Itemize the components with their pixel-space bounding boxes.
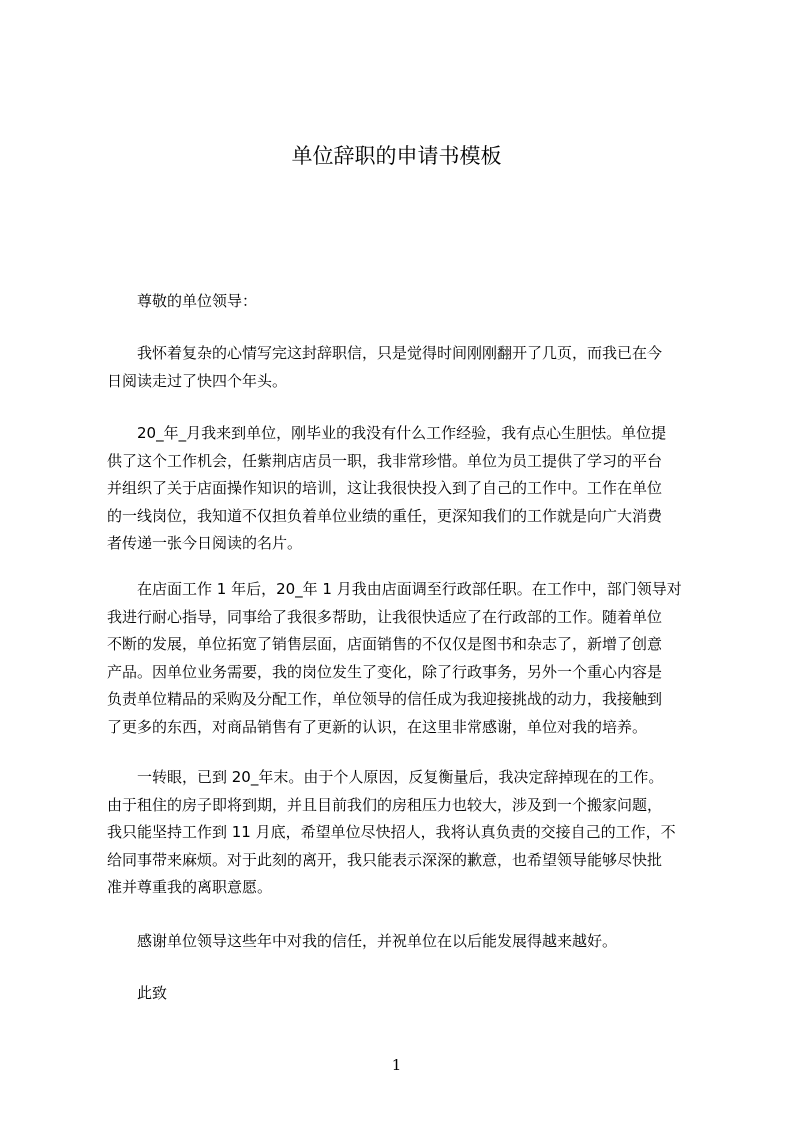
paragraph-line: 者传递一张今日阅读的名片。	[107, 534, 303, 552]
page-number: 1	[391, 1056, 402, 1074]
paragraph-line: 我进行耐心指导，同事给了我很多帮助，让我很快适应了在行政部的工作。随着单位	[107, 607, 663, 626]
document-title: 单位辞职的申请书模板	[291, 144, 502, 168]
paragraph-line: 了更多的东西，对商品销售有了更新的认识，在这里非常感谢，单位对我的培养。	[107, 717, 648, 736]
paragraph-line: 我怀着复杂的心情写完这封辞职信，只是觉得时间刚刚翻开了几页，而我已在今	[137, 344, 663, 362]
paragraph-line: 的一线岗位，我知道不仅担负着单位业绩的重任，更深知我们的工作就是向广大消费	[107, 506, 663, 525]
paragraph-line: 我只能坚持工作到 11 月底，希望单位尽快招人，我将认真负责的交接自己的工作，不	[107, 823, 676, 841]
paragraph-line: 不断的发展，单位拓宽了销售层面，店面销售的不仅仅是图书和杂志了，新增了创意	[107, 635, 663, 653]
paragraph-4	[107, 764, 700, 902]
paragraph-5	[107, 928, 700, 956]
paragraph-line: 20_年_月我来到单位，刚毕业的我没有什么工作经验，我有点心生胆怯。单位提	[137, 424, 667, 442]
closing-line: 此致	[137, 984, 168, 1002]
salutation	[107, 288, 700, 316]
salutation-line: 尊敬的单位领导：	[137, 292, 258, 310]
paragraph-1	[107, 340, 700, 395]
paragraph-2	[107, 420, 700, 558]
paragraph-line: 供了这个工作机会，任紫荆店店员一职，我非常珍惜。单位为员工提供了学习的平台	[107, 451, 663, 470]
paragraph-line: 日阅读走过了快四个年头。	[107, 371, 288, 390]
paragraph-line: 负责单位精品的采购及分配工作，单位领导的信任成为我迎接挑战的动力，我接触到	[107, 690, 663, 708]
paragraph-line: 并组织了关于店面操作知识的培训，这让我很快投入到了自己的工作中。工作在单位	[107, 479, 663, 497]
paragraph-line: 准并尊重我的离职意愿。	[107, 878, 273, 896]
closing	[107, 980, 700, 1008]
paragraph-line: 产品。因单位业务需要，我的岗位发生了变化，除了行政事务，另外一个重心内容是	[107, 662, 663, 681]
paragraph-line: 感谢单位领导这些年中对我的信任，并祝单位在以后能发展得越来越好。	[137, 932, 618, 950]
paragraph-line: 在店面工作 1 年后，20_年 1 月我由店面调至行政部任职。在工作中，部门领导对	[137, 580, 682, 598]
paragraph-line: 由于租住的房子即将到期，并且目前我们的房租压力也较大，涉及到一个搬家问题，	[107, 795, 663, 814]
paragraph-line: 一转眼，已到 20_年末。由于个人原因，反复衡量后，我决定辞掉现在的工作。	[137, 768, 664, 786]
paragraph-3	[107, 576, 700, 741]
paragraph-line: 给同事带来麻烦。对于此刻的离开，我只能表示深深的歉意，也希望领导能够尽快批	[107, 850, 663, 869]
